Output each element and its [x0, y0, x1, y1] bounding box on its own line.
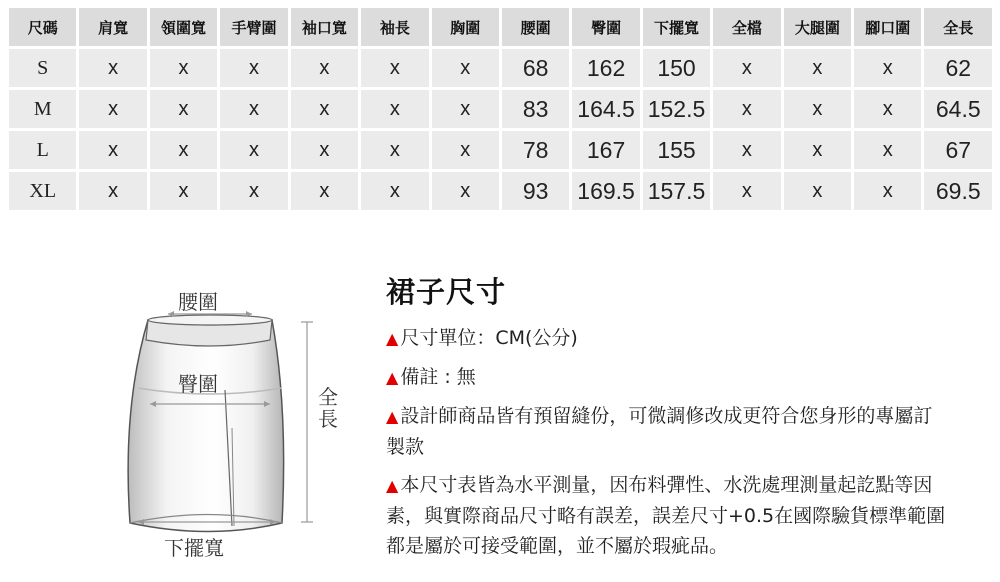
note-text: 備註 : 無	[400, 366, 476, 388]
table-cell: M	[9, 90, 76, 128]
table-cell: 157.5	[643, 172, 710, 210]
triangle-bullet-icon: ▲	[386, 407, 399, 426]
table-cell: 78	[502, 131, 569, 169]
header-total-length: 全長	[924, 8, 992, 46]
table-cell: x	[713, 49, 780, 87]
table-cell: 162	[572, 49, 639, 87]
table-cell: x	[291, 90, 358, 128]
table-cell: x	[713, 90, 780, 128]
header-neck-width: 領圍寬	[150, 8, 217, 46]
table-cell: x	[713, 172, 780, 210]
table-cell: 67	[924, 131, 992, 169]
header-thigh: 大腿圍	[784, 8, 851, 46]
table-cell: x	[291, 49, 358, 87]
table-cell: L	[9, 131, 76, 169]
table-cell: x	[220, 49, 287, 87]
table-cell: x	[361, 131, 428, 169]
table-cell: x	[79, 90, 146, 128]
triangle-bullet-icon: ▲	[386, 476, 399, 495]
header-rise: 全檔	[713, 8, 780, 46]
hip-label: 臀圍	[178, 372, 218, 396]
table-cell: x	[150, 90, 217, 128]
size-notes	[386, 270, 946, 569]
table-cell: x	[361, 90, 428, 128]
table-cell: 93	[502, 172, 569, 210]
header-cuff-width: 袖口寬	[291, 8, 358, 46]
table-cell: 64.5	[924, 90, 992, 128]
table-cell: S	[9, 49, 76, 87]
table-cell: 169.5	[572, 172, 639, 210]
header-hem: 下擺寬	[643, 8, 710, 46]
triangle-bullet-icon: ▲	[386, 368, 399, 387]
table-cell: x	[150, 172, 217, 210]
table-cell: 164.5	[572, 90, 639, 128]
table-cell: x	[291, 172, 358, 210]
table-row	[9, 172, 992, 210]
note-measurement-tolerance	[386, 470, 946, 561]
header-sleeve-length: 袖長	[361, 8, 428, 46]
table-cell: x	[784, 49, 851, 87]
table-row	[9, 131, 992, 169]
table-cell: x	[220, 172, 287, 210]
table-cell: x	[79, 49, 146, 87]
table-cell: x	[79, 131, 146, 169]
hem-label: 下擺寬	[164, 536, 224, 560]
waist-label: 腰圍	[178, 290, 218, 314]
table-cell: x	[79, 172, 146, 210]
table-cell: 69.5	[924, 172, 992, 210]
header-shoulder: 肩寬	[79, 8, 146, 46]
table-row	[9, 90, 992, 128]
table-cell: x	[150, 49, 217, 87]
note-text: 尺寸單位：CM(公分)	[400, 327, 578, 349]
skirt-diagram	[100, 278, 360, 578]
table-cell: 155	[643, 131, 710, 169]
header-size: 尺碼	[9, 8, 76, 46]
table-cell: x	[432, 131, 499, 169]
table-cell: x	[784, 172, 851, 210]
table-cell: x	[854, 172, 921, 210]
table-cell: x	[220, 131, 287, 169]
table-cell: x	[432, 49, 499, 87]
header-waist: 腰圍	[502, 8, 569, 46]
table-cell: x	[713, 131, 780, 169]
table-cell: 83	[502, 90, 569, 128]
table-cell: x	[150, 131, 217, 169]
table-cell: x	[361, 172, 428, 210]
table-cell: x	[432, 90, 499, 128]
table-row	[9, 49, 992, 87]
table-header-row	[9, 8, 992, 46]
size-chart-table	[6, 5, 995, 213]
table-cell: x	[784, 90, 851, 128]
table-cell: x	[432, 172, 499, 210]
note-text: 設計師商品皆有預留縫份，可微調修改成更符合您身形的專屬訂製款	[386, 405, 933, 458]
table-cell: 62	[924, 49, 992, 87]
notes-title: 裙子尺寸	[386, 275, 507, 309]
note-unit	[386, 323, 946, 354]
table-cell: x	[220, 90, 287, 128]
table-cell: 68	[502, 49, 569, 87]
note-seam-allowance	[386, 401, 946, 462]
table-cell: XL	[9, 172, 76, 210]
note-text: 本尺寸表皆為水平測量，因布料彈性、水洗處理測量起訖點等因素，與實際商品尺寸略有誤差，誤差尺寸+0.5在國際驗貨標準範圍都是屬於可接受範圍，並不屬於瑕疵品。	[386, 474, 946, 557]
table-cell: x	[854, 90, 921, 128]
header-leg-opening: 腳口圍	[854, 8, 921, 46]
table-cell: x	[854, 131, 921, 169]
header-hip: 臀圍	[572, 8, 639, 46]
table-cell: 150	[643, 49, 710, 87]
length-label: 全長	[318, 385, 338, 431]
table-cell: x	[291, 131, 358, 169]
header-arm-circ: 手臂圍	[220, 8, 287, 46]
table-cell: x	[854, 49, 921, 87]
table-cell: x	[361, 49, 428, 87]
header-chest: 胸圍	[432, 8, 499, 46]
table-cell: 152.5	[643, 90, 710, 128]
note-remark	[386, 362, 946, 393]
table-cell: x	[784, 131, 851, 169]
triangle-bullet-icon: ▲	[386, 329, 399, 348]
table-cell: 167	[572, 131, 639, 169]
